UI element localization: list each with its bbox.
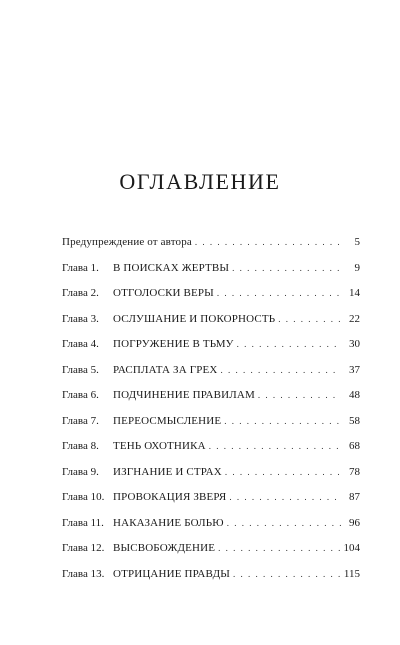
toc-entry-page: 22	[349, 312, 360, 325]
toc-entry-name: ПЕРЕОСМЫСЛЕНИЕ	[113, 414, 222, 427]
dot-leader	[237, 335, 341, 353]
toc-entry-page: 104	[343, 542, 360, 554]
toc-chapter-number: Глава 11.	[62, 516, 104, 529]
toc-entry-name: В ПОИСКАХ ЖЕРТВЫ	[113, 261, 230, 274]
toc-entry	[62, 386, 360, 412]
toc-entry	[62, 539, 360, 565]
toc-entry	[62, 259, 360, 285]
toc-entry-page: 14	[349, 287, 360, 299]
toc-entry-page: 58	[349, 414, 360, 427]
toc-entry	[62, 284, 360, 310]
toc-entry	[62, 437, 360, 463]
toc-chapter-number: Глава 10.	[62, 491, 105, 503]
toc-entry-page: 96	[349, 516, 360, 529]
dot-leader	[278, 310, 341, 328]
page-title: ОГЛАВЛЕНИЕ	[119, 169, 281, 194]
dot-leader	[224, 412, 341, 430]
dot-leader	[258, 386, 341, 404]
toc-entry-name: Предупреждение от автора	[62, 236, 192, 248]
dot-leader	[218, 539, 340, 557]
table-of-contents	[62, 233, 360, 590]
toc-entry-page: 87	[349, 491, 360, 503]
toc-chapter-number: Глава 1.	[62, 261, 99, 274]
dot-leader	[227, 514, 341, 532]
toc-entry-page: 30	[349, 338, 360, 350]
toc-chapter-number: Глава 8.	[62, 440, 99, 452]
toc-entry	[62, 335, 360, 361]
toc-entry-name: ОТГОЛОСКИ ВЕРЫ	[113, 287, 214, 299]
toc-chapter-number: Глава 12.	[62, 542, 105, 554]
toc-entry-name: ТЕНЬ ОХОТНИКА	[113, 440, 206, 452]
toc-entry-name: ПОДЧИНЕНИЕ ПРАВИЛАМ	[113, 389, 255, 401]
dot-leader	[225, 463, 341, 481]
toc-entry	[62, 463, 360, 489]
toc-entry-name: ОТРИЦАНИЕ ПРАВДЫ	[113, 567, 230, 580]
toc-entry-name: ПРОВОКАЦИЯ ЗВЕРЯ	[113, 491, 227, 503]
toc-entry	[62, 488, 360, 514]
toc-entry-name: НАКАЗАНИЕ БОЛЬЮ	[113, 516, 224, 529]
toc-entry-name: ПОГРУЖЕНИЕ В ТЬМУ	[113, 338, 234, 350]
toc-chapter-number: Глава 13.	[62, 567, 105, 580]
toc-entry-page: 78	[349, 465, 360, 478]
toc-chapter-number: Глава 4.	[62, 338, 99, 350]
toc-entry-page: 115	[343, 567, 360, 580]
dot-leader	[195, 233, 341, 251]
dot-leader	[233, 565, 341, 583]
dot-leader	[209, 437, 341, 455]
toc-entry-page: 48	[349, 389, 360, 401]
toc-entry	[62, 310, 360, 336]
toc-entry-page: 5	[354, 236, 360, 248]
toc-chapter-number: Глава 2.	[62, 287, 99, 299]
toc-entry-page: 68	[349, 440, 360, 452]
toc-entry-name: ИЗГНАНИЕ И СТРАХ	[113, 465, 222, 478]
toc-entry	[62, 361, 360, 387]
toc-chapter-number: Глава 3.	[62, 312, 99, 325]
toc-entry-name: РАСПЛАТА ЗА ГРЕХ	[113, 363, 218, 376]
toc-entry-name: ВЫСВОБОЖДЕНИЕ	[113, 542, 216, 554]
toc-chapter-number: Глава 6.	[62, 389, 99, 401]
toc-chapter-number: Глава 9.	[62, 465, 99, 478]
toc-entry-foreword	[62, 233, 360, 259]
toc-chapter-number: Глава 5.	[62, 363, 99, 376]
toc-entry	[62, 412, 360, 438]
dot-leader	[229, 488, 341, 506]
toc-entry-page: 9	[354, 261, 360, 274]
toc-entry-page: 37	[349, 363, 360, 376]
toc-chapter-number: Глава 7.	[62, 414, 99, 427]
toc-entry-name: ОСЛУШАНИЕ И ПОКОРНОСТЬ	[113, 312, 276, 325]
dot-leader	[220, 361, 341, 379]
dot-leader	[217, 284, 341, 302]
dot-leader	[232, 259, 341, 277]
toc-entry	[62, 565, 360, 591]
toc-entry	[62, 514, 360, 540]
